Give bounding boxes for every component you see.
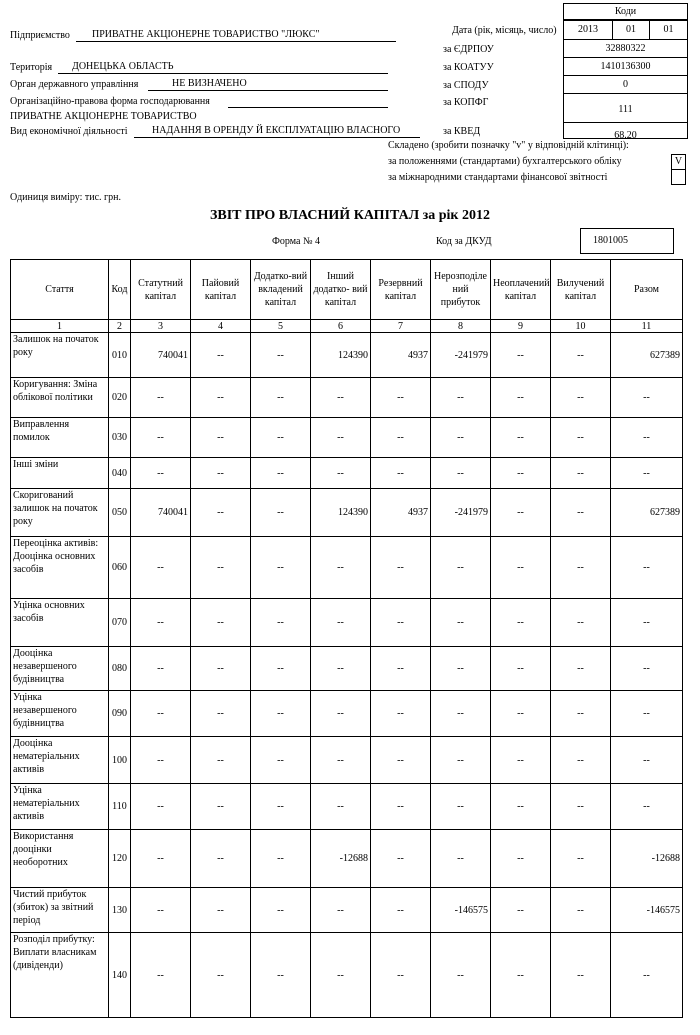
row-value: -- <box>491 737 551 784</box>
row-name: Уцінка незавершеного будівництва <box>11 691 109 737</box>
row-value: -- <box>371 830 431 888</box>
row-value: -- <box>551 333 611 378</box>
row-value: -- <box>551 537 611 599</box>
row-value: -- <box>431 737 491 784</box>
row-name: Дооцінка незавершеного будівництва <box>11 647 109 691</box>
row-value: -- <box>251 830 311 888</box>
row-value: -- <box>191 647 251 691</box>
row-value: -- <box>551 888 611 933</box>
row-value: -- <box>131 888 191 933</box>
row-value: -- <box>191 418 251 458</box>
row-value: -- <box>491 888 551 933</box>
table-row <box>11 458 683 489</box>
activity-label: Вид економічної діяльності <box>10 126 128 137</box>
col-header: Код <box>109 260 131 320</box>
row-value: -- <box>431 830 491 888</box>
row-value: -- <box>551 933 611 1018</box>
col-header: Інший додатко- вий капітал <box>311 260 371 320</box>
row-value: -- <box>131 599 191 647</box>
kved-label: за КВЕД <box>443 126 481 137</box>
row-value: -- <box>191 333 251 378</box>
row-code: 040 <box>109 458 131 489</box>
row-value: -- <box>431 418 491 458</box>
territory-value: ДОНЕЦЬКА ОБЛАСТЬ <box>72 61 174 72</box>
row-value: -- <box>371 691 431 737</box>
enterprise-value: ПРИВАТНЕ АКЦІОНЕРНЕ ТОВАРИСТВО "ЛЮКС" <box>92 29 320 40</box>
row-value: -- <box>371 599 431 647</box>
row-value: -- <box>491 418 551 458</box>
row-value: -- <box>311 647 371 691</box>
row-value: -- <box>551 599 611 647</box>
row-value: -- <box>251 333 311 378</box>
row-value: -- <box>191 830 251 888</box>
spodu-label: за СПОДУ <box>443 80 489 91</box>
table-row <box>11 333 683 378</box>
row-value: 124390 <box>311 489 371 537</box>
date-month: 01 <box>612 20 650 40</box>
col-header: Додатко-вий вкладений капітал <box>251 260 311 320</box>
row-name: Коригування: Зміна облікової політики <box>11 378 109 418</box>
col-header: Нерозподіле ний прибуток <box>431 260 491 320</box>
table-row <box>11 537 683 599</box>
row-value: -- <box>191 888 251 933</box>
row-value: -- <box>191 378 251 418</box>
row-value: -- <box>131 647 191 691</box>
row-value: -- <box>251 691 311 737</box>
row-value: -- <box>491 378 551 418</box>
row-value: -- <box>191 537 251 599</box>
kopfg-label: за КОПФГ <box>443 97 489 108</box>
row-value: -- <box>311 378 371 418</box>
table-row <box>11 784 683 830</box>
row-name: Використання дооцінки необоротних <box>11 830 109 888</box>
row-value: -- <box>311 691 371 737</box>
row-code: 100 <box>109 737 131 784</box>
compiled-national-label: за положеннями (стандартами) бухгалтерського обліку <box>388 156 622 167</box>
row-value: -- <box>131 691 191 737</box>
table-row <box>11 647 683 691</box>
row-value: -- <box>431 458 491 489</box>
row-value: -- <box>611 458 683 489</box>
table-row <box>11 691 683 737</box>
col-number: 7 <box>371 320 431 333</box>
row-value: -- <box>131 537 191 599</box>
row-value: -- <box>551 830 611 888</box>
row-value: -146575 <box>611 888 683 933</box>
row-name: Скоригований залишок на початок року <box>11 489 109 537</box>
row-name: Уцінка нематеріальних активів <box>11 784 109 830</box>
row-value: -- <box>611 537 683 599</box>
koatuu-value: 1410136300 <box>563 57 688 76</box>
equity-table <box>10 259 683 1018</box>
row-value: -- <box>371 737 431 784</box>
table-row <box>11 737 683 784</box>
row-value: 740041 <box>131 489 191 537</box>
col-number: 11 <box>611 320 683 333</box>
form-label: Форма № 4 <box>272 236 320 247</box>
row-value: -12688 <box>311 830 371 888</box>
row-value: -- <box>191 933 251 1018</box>
row-value: -- <box>371 647 431 691</box>
row-value: -- <box>611 784 683 830</box>
row-value: -- <box>251 933 311 1018</box>
row-value: -- <box>191 737 251 784</box>
row-value: -- <box>251 888 311 933</box>
row-value: 124390 <box>311 333 371 378</box>
row-value: -- <box>311 458 371 489</box>
row-value: -- <box>371 537 431 599</box>
codes-title: Коди <box>563 3 688 20</box>
col-number: 8 <box>431 320 491 333</box>
row-value: 4937 <box>371 333 431 378</box>
enterprise-label: Підприємство <box>10 30 70 41</box>
row-value: -- <box>491 458 551 489</box>
row-value: -- <box>551 647 611 691</box>
row-value: -- <box>131 418 191 458</box>
row-value: 627389 <box>611 333 683 378</box>
compiled-intro: Складено (зробити позначку "v" у відповідній клітинці): <box>388 140 629 151</box>
row-value: -- <box>131 378 191 418</box>
row-value: -146575 <box>431 888 491 933</box>
row-code: 070 <box>109 599 131 647</box>
row-value: -- <box>431 647 491 691</box>
activity-value: НАДАННЯ В ОРЕНДУ Й ЕКСПЛУАТАЦІЮ ВЛАСНОГО <box>152 125 401 136</box>
date-day: 01 <box>649 20 688 40</box>
date-year: 2013 <box>563 20 613 40</box>
edrpou-value: 32880322 <box>563 39 688 58</box>
row-value: -241979 <box>431 489 491 537</box>
column-number-row <box>11 320 683 333</box>
col-header: Вилучений капітал <box>551 260 611 320</box>
table-row <box>11 418 683 458</box>
row-value: -- <box>191 458 251 489</box>
row-value: -- <box>251 737 311 784</box>
row-value: -- <box>311 888 371 933</box>
national-checkbox[interactable]: V <box>671 154 686 170</box>
row-value: -- <box>311 537 371 599</box>
row-value: -- <box>551 784 611 830</box>
row-value: -241979 <box>431 333 491 378</box>
col-number: 2 <box>109 320 131 333</box>
row-value: -- <box>551 737 611 784</box>
row-name: Переоцінка активів: Дооцінка основних засобів <box>11 537 109 599</box>
row-value: -- <box>551 458 611 489</box>
compiled-international-label: за міжнародними стандартами фінансової звітності <box>388 172 608 183</box>
table-row <box>11 888 683 933</box>
row-value: -- <box>431 691 491 737</box>
row-value: -- <box>251 537 311 599</box>
row-value: -- <box>311 599 371 647</box>
row-name: Уцінка основних засобів <box>11 599 109 647</box>
row-value: -- <box>491 691 551 737</box>
table-row <box>11 830 683 888</box>
row-value: -- <box>251 418 311 458</box>
row-value: -- <box>191 599 251 647</box>
row-value: -- <box>371 418 431 458</box>
row-code: 090 <box>109 691 131 737</box>
row-value: -- <box>431 784 491 830</box>
unit-label: Одиниця виміру: тис. грн. <box>10 192 121 203</box>
row-value: -- <box>491 784 551 830</box>
row-value: -- <box>551 691 611 737</box>
col-number: 5 <box>251 320 311 333</box>
koatuu-label: за КОАТУУ <box>443 62 494 73</box>
row-value: -- <box>611 599 683 647</box>
report-title: ЗВІТ ПРО ВЛАСНИЙ КАПІТАЛ за рік 2012 <box>210 208 490 223</box>
edrpou-label: за ЄДРПОУ <box>443 44 494 55</box>
legal-form-label: Організаційно-правова форма господарювання <box>10 96 210 107</box>
row-value: -- <box>131 784 191 830</box>
row-value: -- <box>491 647 551 691</box>
col-number: 6 <box>311 320 371 333</box>
row-value: -- <box>491 489 551 537</box>
organ-value: НЕ ВИЗНАЧЕНО <box>172 78 247 89</box>
spodu-value: 0 <box>563 75 688 94</box>
col-number: 3 <box>131 320 191 333</box>
legal-form-value: ПРИВАТНЕ АКЦІОНЕРНЕ ТОВАРИСТВО <box>10 111 197 122</box>
row-value: -- <box>191 489 251 537</box>
row-value: 627389 <box>611 489 683 537</box>
row-code: 050 <box>109 489 131 537</box>
row-value: -- <box>131 458 191 489</box>
col-header: Резервний капітал <box>371 260 431 320</box>
row-value: -- <box>431 933 491 1018</box>
row-value: -- <box>311 418 371 458</box>
header-row <box>11 260 683 320</box>
row-code: 130 <box>109 888 131 933</box>
row-value: -- <box>491 537 551 599</box>
col-header: Неоплачений капітал <box>491 260 551 320</box>
row-code: 080 <box>109 647 131 691</box>
row-code: 110 <box>109 784 131 830</box>
row-value: 740041 <box>131 333 191 378</box>
row-value: -- <box>251 647 311 691</box>
row-value: -- <box>431 378 491 418</box>
row-value: -- <box>191 784 251 830</box>
col-header: Стаття <box>11 260 109 320</box>
row-value: -- <box>431 537 491 599</box>
row-value: -- <box>131 737 191 784</box>
row-value: -- <box>611 418 683 458</box>
row-value: -- <box>611 691 683 737</box>
row-name: Залишок на початок року <box>11 333 109 378</box>
row-value: -- <box>611 933 683 1018</box>
row-name: Розподіл прибутку: Виплати власникам (дивіденди) <box>11 933 109 1018</box>
row-value: -- <box>611 378 683 418</box>
row-name: Виправлення помилок <box>11 418 109 458</box>
col-header: Статутний капітал <box>131 260 191 320</box>
table-row <box>11 489 683 537</box>
row-value: -- <box>431 599 491 647</box>
row-value: 4937 <box>371 489 431 537</box>
kopfg-value: 111 <box>563 93 688 123</box>
row-value: -- <box>611 737 683 784</box>
kved-value: 68.20 <box>563 122 688 139</box>
table-row <box>11 933 683 1018</box>
row-code: 120 <box>109 830 131 888</box>
territory-label: Територія <box>10 62 53 73</box>
dkud-label: Код за ДКУД <box>436 236 492 247</box>
organ-label: Орган державного управління <box>10 79 139 90</box>
col-header: Пайовий капітал <box>191 260 251 320</box>
row-value: -- <box>131 933 191 1018</box>
row-value: -- <box>251 599 311 647</box>
row-value: -- <box>131 830 191 888</box>
row-value: -- <box>611 647 683 691</box>
row-value: -- <box>191 691 251 737</box>
row-value: -- <box>491 830 551 888</box>
row-value: -- <box>371 933 431 1018</box>
row-name: Інші зміни <box>11 458 109 489</box>
col-number: 10 <box>551 320 611 333</box>
table-row <box>11 378 683 418</box>
row-value: -- <box>251 784 311 830</box>
col-number: 4 <box>191 320 251 333</box>
row-code: 020 <box>109 378 131 418</box>
row-name: Дооцінка нематеріальних активів <box>11 737 109 784</box>
international-checkbox[interactable] <box>671 169 686 185</box>
col-number: 1 <box>11 320 109 333</box>
date-label: Дата (рік, місяць, число) <box>452 25 557 36</box>
row-value: -- <box>551 378 611 418</box>
row-code: 010 <box>109 333 131 378</box>
row-value: -- <box>251 489 311 537</box>
row-value: -- <box>491 599 551 647</box>
row-code: 030 <box>109 418 131 458</box>
row-value: -- <box>371 784 431 830</box>
row-value: -- <box>251 458 311 489</box>
row-value: -- <box>371 888 431 933</box>
table-row <box>11 599 683 647</box>
row-value: -- <box>311 784 371 830</box>
row-value: -- <box>371 378 431 418</box>
row-value: -- <box>551 418 611 458</box>
row-value: -12688 <box>611 830 683 888</box>
row-code: 140 <box>109 933 131 1018</box>
dkud-value: 1801005 <box>580 228 674 254</box>
row-value: -- <box>251 378 311 418</box>
row-value: -- <box>371 458 431 489</box>
row-value: -- <box>491 333 551 378</box>
row-value: -- <box>311 933 371 1018</box>
row-value: -- <box>491 933 551 1018</box>
row-value: -- <box>311 737 371 784</box>
row-value: -- <box>551 489 611 537</box>
row-code: 060 <box>109 537 131 599</box>
col-header: Разом <box>611 260 683 320</box>
row-name: Чистий прибуток (збиток) за звітний період <box>11 888 109 933</box>
col-number: 9 <box>491 320 551 333</box>
